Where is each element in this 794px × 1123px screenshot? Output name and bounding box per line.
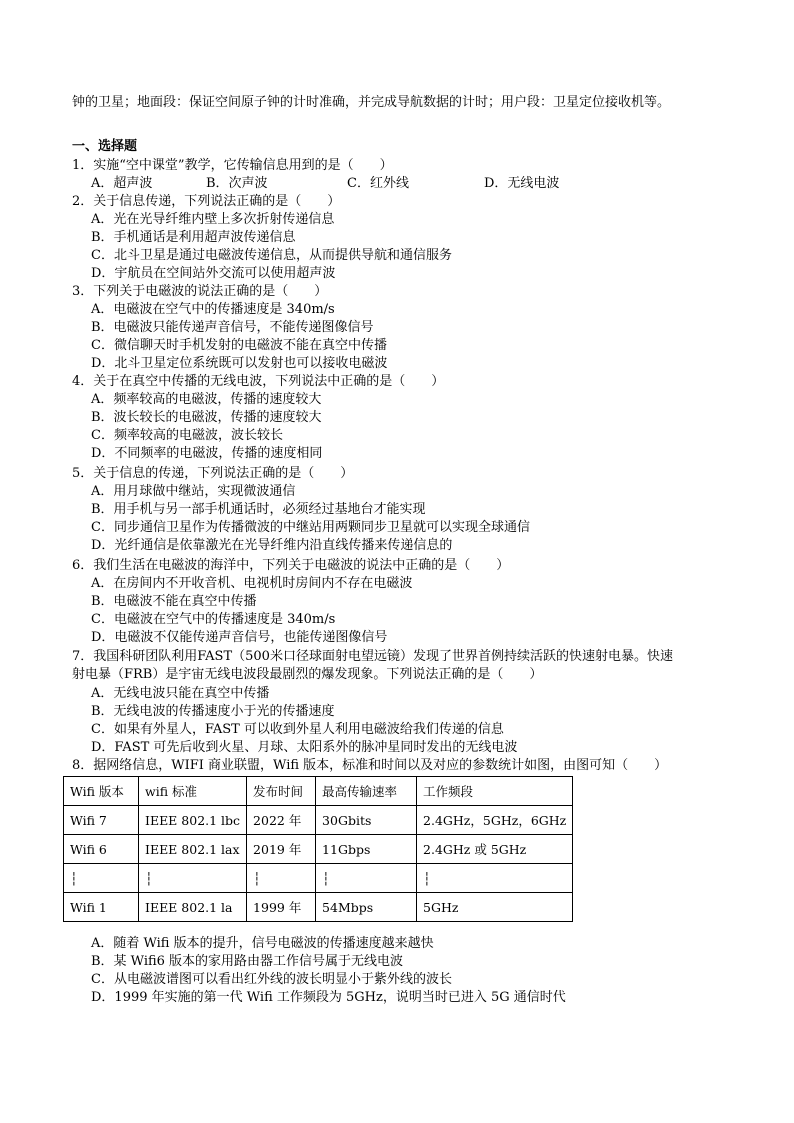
table-cell: 2.4GHz 或 5GHz bbox=[417, 835, 573, 864]
question-4-option-a: A．频率较高的电磁波，传播的速度较大 bbox=[91, 392, 322, 407]
question-8-option-a: A．随着 Wifi 版本的提升，信号电磁波的传播速度越来越快 bbox=[91, 936, 434, 951]
question-8-option-b: B．某 Wifi6 版本的家用路由器工作信号属于无线电波 bbox=[91, 954, 404, 969]
question-2-option-b: B．手机通话是利用超声波传递信息 bbox=[91, 230, 296, 245]
question-2-stem: 2．关于信息传递，下列说法正确的是（ ） bbox=[72, 194, 341, 209]
question-1-option-c: C．红外线 bbox=[347, 176, 409, 191]
question-6-option-d: D．电磁波不仅能传递声音信号，也能传递图像信号 bbox=[91, 630, 388, 645]
table-cell: 54Mbps bbox=[316, 893, 417, 922]
table-cell: 2022 年 bbox=[247, 806, 316, 835]
table-header-cell: 发布时间 bbox=[247, 777, 316, 806]
table-header-cell: wifi 标准 bbox=[139, 777, 247, 806]
question-7-stem: 7．我国科研团队利用FAST（500米口径球面射电望远镜）发现了世界首例持续活跃的快速射电暴。快速 bbox=[72, 649, 673, 664]
question-1-option-a: A．超声波 bbox=[91, 176, 153, 191]
table-cell: ┆ bbox=[139, 864, 247, 893]
question-2-option-a: A．光在光导纤维内壁上多次折射传递信息 bbox=[91, 212, 335, 227]
table-header-cell: 工作频段 bbox=[417, 777, 573, 806]
question-3-option-a: A．电磁波在空气中的传播速度是 340m/s bbox=[91, 302, 335, 317]
question-4-stem: 4．关于在真空中传播的无线电波，下列说法中正确的是（ ） bbox=[72, 374, 445, 389]
table-row bbox=[64, 835, 573, 864]
question-5-stem: 5．关于信息的传递，下列说法正确的是（ ） bbox=[72, 466, 354, 481]
question-4-option-b: B．波长较长的电磁波，传播的速度较大 bbox=[91, 410, 322, 425]
table-row bbox=[64, 806, 573, 835]
question-6-option-c: C．电磁波在空气中的传播速度是 340m/s bbox=[91, 612, 336, 627]
table-cell: 11Gbps bbox=[316, 835, 417, 864]
question-4-option-d: D．不同频率的电磁波，传播的速度相同 bbox=[91, 446, 323, 461]
question-7-option-c: C．如果有外星人，FAST 可以收到外星人利用电磁波给我们传递的信息 bbox=[91, 722, 504, 737]
section-title: 一、选择题 bbox=[72, 139, 138, 154]
table-cell: 2.4GHz，5GHz，6GHz bbox=[417, 806, 573, 835]
table-row bbox=[64, 893, 573, 922]
question-7-option-d: D．FAST 可先后收到火星、月球、太阳系外的脉冲星同时发出的无线电波 bbox=[91, 740, 518, 755]
question-1-options bbox=[91, 175, 651, 193]
table-header-row bbox=[64, 777, 573, 806]
question-3-option-d: D．北斗卫星定位系统既可以发射也可以接收电磁波 bbox=[91, 356, 388, 371]
question-8-option-c: C．从电磁波谱图可以看出红外线的波长明显小于紫外线的波长 bbox=[91, 972, 452, 987]
table-cell: 2019 年 bbox=[247, 835, 316, 864]
table-cell: Wifi 1 bbox=[64, 893, 139, 922]
question-1-option-d: D．无线电波 bbox=[484, 176, 560, 191]
question-2-option-c: C．北斗卫星是通过电磁波传递信息，从而提供导航和通信服务 bbox=[91, 248, 452, 263]
table-cell: 30Gbits bbox=[316, 806, 417, 835]
wifi-table bbox=[63, 776, 573, 922]
table-cell: ┆ bbox=[64, 864, 139, 893]
question-2-option-d: D．宇航员在空间站外交流可以使用超声波 bbox=[91, 266, 336, 281]
table-row bbox=[64, 864, 573, 893]
table-header-cell: 最高传输速率 bbox=[316, 777, 417, 806]
question-6-option-b: B．电磁波不能在真空中传播 bbox=[91, 594, 257, 609]
question-1-option-b: B．次声波 bbox=[206, 176, 268, 191]
question-7-stem-continued: 射电暴（FRB）是宇宙无线电波段最剧烈的爆发现象。下列说法正确的是（ ） bbox=[72, 667, 543, 682]
question-7-option-a: A．无线电波只能在真空中传播 bbox=[91, 686, 270, 701]
intro-line: 钟的卫星；地面段：保证空间原子钟的计时准确，并完成导航数据的计时；用户段：卫星定位接收机等。 bbox=[72, 95, 671, 110]
table-cell: ┆ bbox=[316, 864, 417, 893]
question-7-option-b: B．无线电波的传播速度小于光的传播速度 bbox=[91, 704, 335, 719]
question-5-option-a: A．用月球做中继站，实现微波通信 bbox=[91, 484, 296, 499]
table-cell: IEEE 802.1 lbc bbox=[139, 806, 247, 835]
table-cell: ┆ bbox=[417, 864, 573, 893]
question-8-stem: 8．据网络信息，WIFI 商业联盟，Wifi 版本，标准和时间以及对应的参数统计如图，由图可知（ ） bbox=[72, 758, 668, 773]
table-cell: 1999 年 bbox=[247, 893, 316, 922]
table-cell: 5GHz bbox=[417, 893, 573, 922]
table-header-cell: Wifi 版本 bbox=[64, 777, 139, 806]
question-5-option-d: D．光纤通信是依靠激光在光导纤维内沿直线传播来传递信息的 bbox=[91, 538, 453, 553]
question-5-option-c: C．同步通信卫星作为传播微波的中继站用两颗同步卫星就可以实现全球通信 bbox=[91, 520, 530, 535]
table-cell: Wifi 6 bbox=[64, 835, 139, 864]
question-3-stem: 3．下列关于电磁波的说法正确的是（ ） bbox=[72, 284, 328, 299]
question-1-stem: 1．实施“空中课堂”教学，它传输信息用到的是（ ） bbox=[72, 158, 393, 173]
question-3-option-c: C．微信聊天时手机发射的电磁波不能在真空中传播 bbox=[91, 338, 387, 353]
table-cell: IEEE 802.1 la bbox=[139, 893, 247, 922]
question-3-option-b: B．电磁波只能传递声音信号，不能传递图像信号 bbox=[91, 320, 374, 335]
table-cell: IEEE 802.1 lax bbox=[139, 835, 247, 864]
question-4-option-c: C．频率较高的电磁波，波长较长 bbox=[91, 428, 283, 443]
question-8-option-d: D．1999 年实施的第一代 Wifi 工作频段为 5GHz，说明当时已进入 5G 通信时代 bbox=[91, 990, 566, 1005]
table-cell: ┆ bbox=[247, 864, 316, 893]
question-6-option-a: A．在房间内不开收音机、电视机时房间内不存在电磁波 bbox=[91, 576, 413, 591]
table-cell: Wifi 7 bbox=[64, 806, 139, 835]
question-5-option-b: B．用手机与另一部手机通话时，必须经过基地台才能实现 bbox=[91, 502, 426, 517]
question-6-stem: 6．我们生活在电磁波的海洋中，下列关于电磁波的说法中正确的是（ ） bbox=[72, 558, 510, 573]
